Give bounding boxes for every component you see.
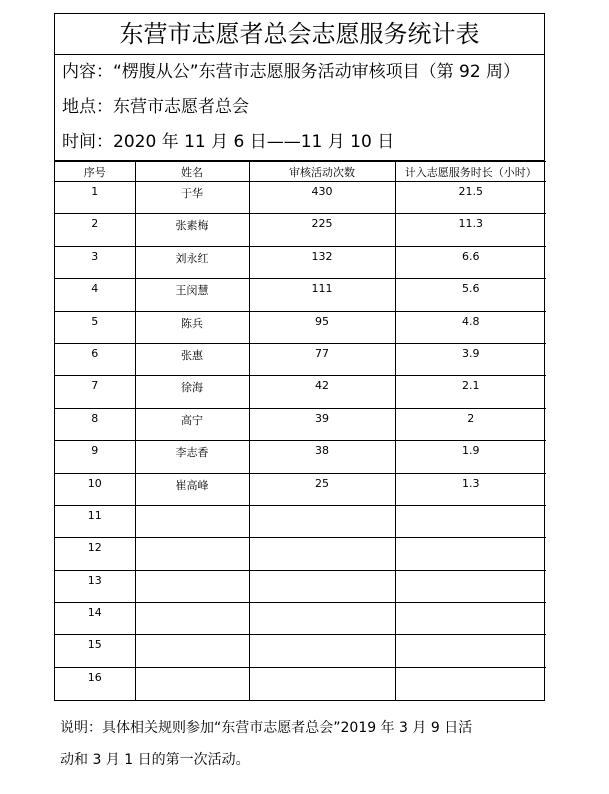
table-row bbox=[55, 667, 546, 699]
cell-index: 4 bbox=[55, 279, 135, 311]
table-row bbox=[55, 441, 546, 473]
cell-service-hours: 1.9 bbox=[395, 441, 546, 473]
volunteer-table bbox=[55, 161, 546, 700]
cell-activity-count: 25 bbox=[249, 473, 395, 505]
cell-index: 11 bbox=[55, 505, 135, 537]
cell-activity-count: 39 bbox=[249, 408, 395, 440]
cell-name bbox=[135, 635, 249, 667]
cell-index: 15 bbox=[55, 635, 135, 667]
table-row bbox=[55, 246, 546, 278]
cell-activity-count bbox=[249, 667, 395, 699]
table-row bbox=[55, 570, 546, 602]
cell-activity-count: 132 bbox=[249, 246, 395, 278]
cell-service-hours: 21.5 bbox=[395, 182, 546, 214]
cell-activity-count: 42 bbox=[249, 376, 395, 408]
cell-name bbox=[135, 667, 249, 699]
cell-name: 徐海 bbox=[135, 376, 249, 408]
cell-index: 7 bbox=[55, 376, 135, 408]
time-line: 时间：2020 年 11 月 6 日——11 月 10 日 bbox=[55, 125, 544, 161]
cell-name: 高宁 bbox=[135, 408, 249, 440]
cell-activity-count bbox=[249, 505, 395, 537]
cell-index: 12 bbox=[55, 538, 135, 570]
cell-activity-count: 430 bbox=[249, 182, 395, 214]
cell-activity-count bbox=[249, 635, 395, 667]
cell-activity-count bbox=[249, 570, 395, 602]
cell-service-hours bbox=[395, 538, 546, 570]
cell-index: 14 bbox=[55, 603, 135, 635]
cell-activity-count bbox=[249, 603, 395, 635]
cell-index: 2 bbox=[55, 214, 135, 246]
statistics-sheet bbox=[54, 13, 545, 701]
cell-service-hours: 2.1 bbox=[395, 376, 546, 408]
table-row bbox=[55, 635, 546, 667]
table-row bbox=[55, 473, 546, 505]
footnote-line-1: 说明：具体相关规则参加“东营市志愿者总会”2019 年 3 月 9 日活 bbox=[60, 720, 473, 736]
table-row bbox=[55, 538, 546, 570]
cell-name bbox=[135, 538, 249, 570]
cell-activity-count: 225 bbox=[249, 214, 395, 246]
cell-index: 16 bbox=[55, 667, 135, 699]
cell-activity-count bbox=[249, 538, 395, 570]
footnote bbox=[60, 712, 554, 776]
cell-index: 3 bbox=[55, 246, 135, 278]
cell-name: 王闵慧 bbox=[135, 279, 249, 311]
cell-name: 于华 bbox=[135, 182, 249, 214]
table-row bbox=[55, 505, 546, 537]
cell-service-hours: 11.3 bbox=[395, 214, 546, 246]
cell-service-hours bbox=[395, 505, 546, 537]
cell-service-hours bbox=[395, 667, 546, 699]
table-row bbox=[55, 214, 546, 246]
cell-activity-count: 95 bbox=[249, 311, 395, 343]
cell-index: 13 bbox=[55, 570, 135, 602]
table-row bbox=[55, 376, 546, 408]
table-row bbox=[55, 182, 546, 214]
table-row bbox=[55, 279, 546, 311]
cell-service-hours: 4.8 bbox=[395, 311, 546, 343]
cell-name: 张惠 bbox=[135, 343, 249, 375]
cell-activity-count: 111 bbox=[249, 279, 395, 311]
cell-name: 陈兵 bbox=[135, 311, 249, 343]
cell-index: 6 bbox=[55, 343, 135, 375]
table-row bbox=[55, 311, 546, 343]
cell-service-hours: 5.6 bbox=[395, 279, 546, 311]
header-index: 序号 bbox=[55, 162, 135, 182]
cell-activity-count: 77 bbox=[249, 343, 395, 375]
location-line: 地点：东营市志愿者总会 bbox=[62, 97, 249, 117]
cell-name bbox=[135, 603, 249, 635]
content-line: 内容：“楞腹从公”东营市志愿服务活动审核项目（第 92 周） bbox=[62, 62, 521, 82]
table-row bbox=[55, 343, 546, 375]
cell-service-hours: 3.9 bbox=[395, 343, 546, 375]
cell-name: 刘永红 bbox=[135, 246, 249, 278]
cell-index: 9 bbox=[55, 441, 135, 473]
cell-service-hours: 1.3 bbox=[395, 473, 546, 505]
cell-service-hours bbox=[395, 603, 546, 635]
sheet-title: 东营市志愿者总会志愿服务统计表 bbox=[55, 14, 544, 55]
table-row bbox=[55, 408, 546, 440]
cell-service-hours: 6.6 bbox=[395, 246, 546, 278]
cell-service-hours: 2 bbox=[395, 408, 546, 440]
cell-name bbox=[135, 505, 249, 537]
header-name: 姓名 bbox=[135, 162, 249, 182]
cell-service-hours bbox=[395, 635, 546, 667]
cell-name: 崔高峰 bbox=[135, 473, 249, 505]
table-row bbox=[55, 603, 546, 635]
cell-index: 1 bbox=[55, 182, 135, 214]
cell-service-hours bbox=[395, 570, 546, 602]
cell-activity-count: 38 bbox=[249, 441, 395, 473]
cell-index: 5 bbox=[55, 311, 135, 343]
table-header-row bbox=[55, 162, 546, 182]
cell-name bbox=[135, 570, 249, 602]
cell-index: 10 bbox=[55, 473, 135, 505]
header-service-hours: 计入志愿服务时长（小时） bbox=[395, 162, 546, 182]
header-activity-count: 审核活动次数 bbox=[249, 162, 395, 182]
cell-index: 8 bbox=[55, 408, 135, 440]
footnote-line-2: 动和 3 月 1 日的第一次活动。 bbox=[60, 752, 250, 768]
cell-name: 张素梅 bbox=[135, 214, 249, 246]
cell-name: 李志香 bbox=[135, 441, 249, 473]
